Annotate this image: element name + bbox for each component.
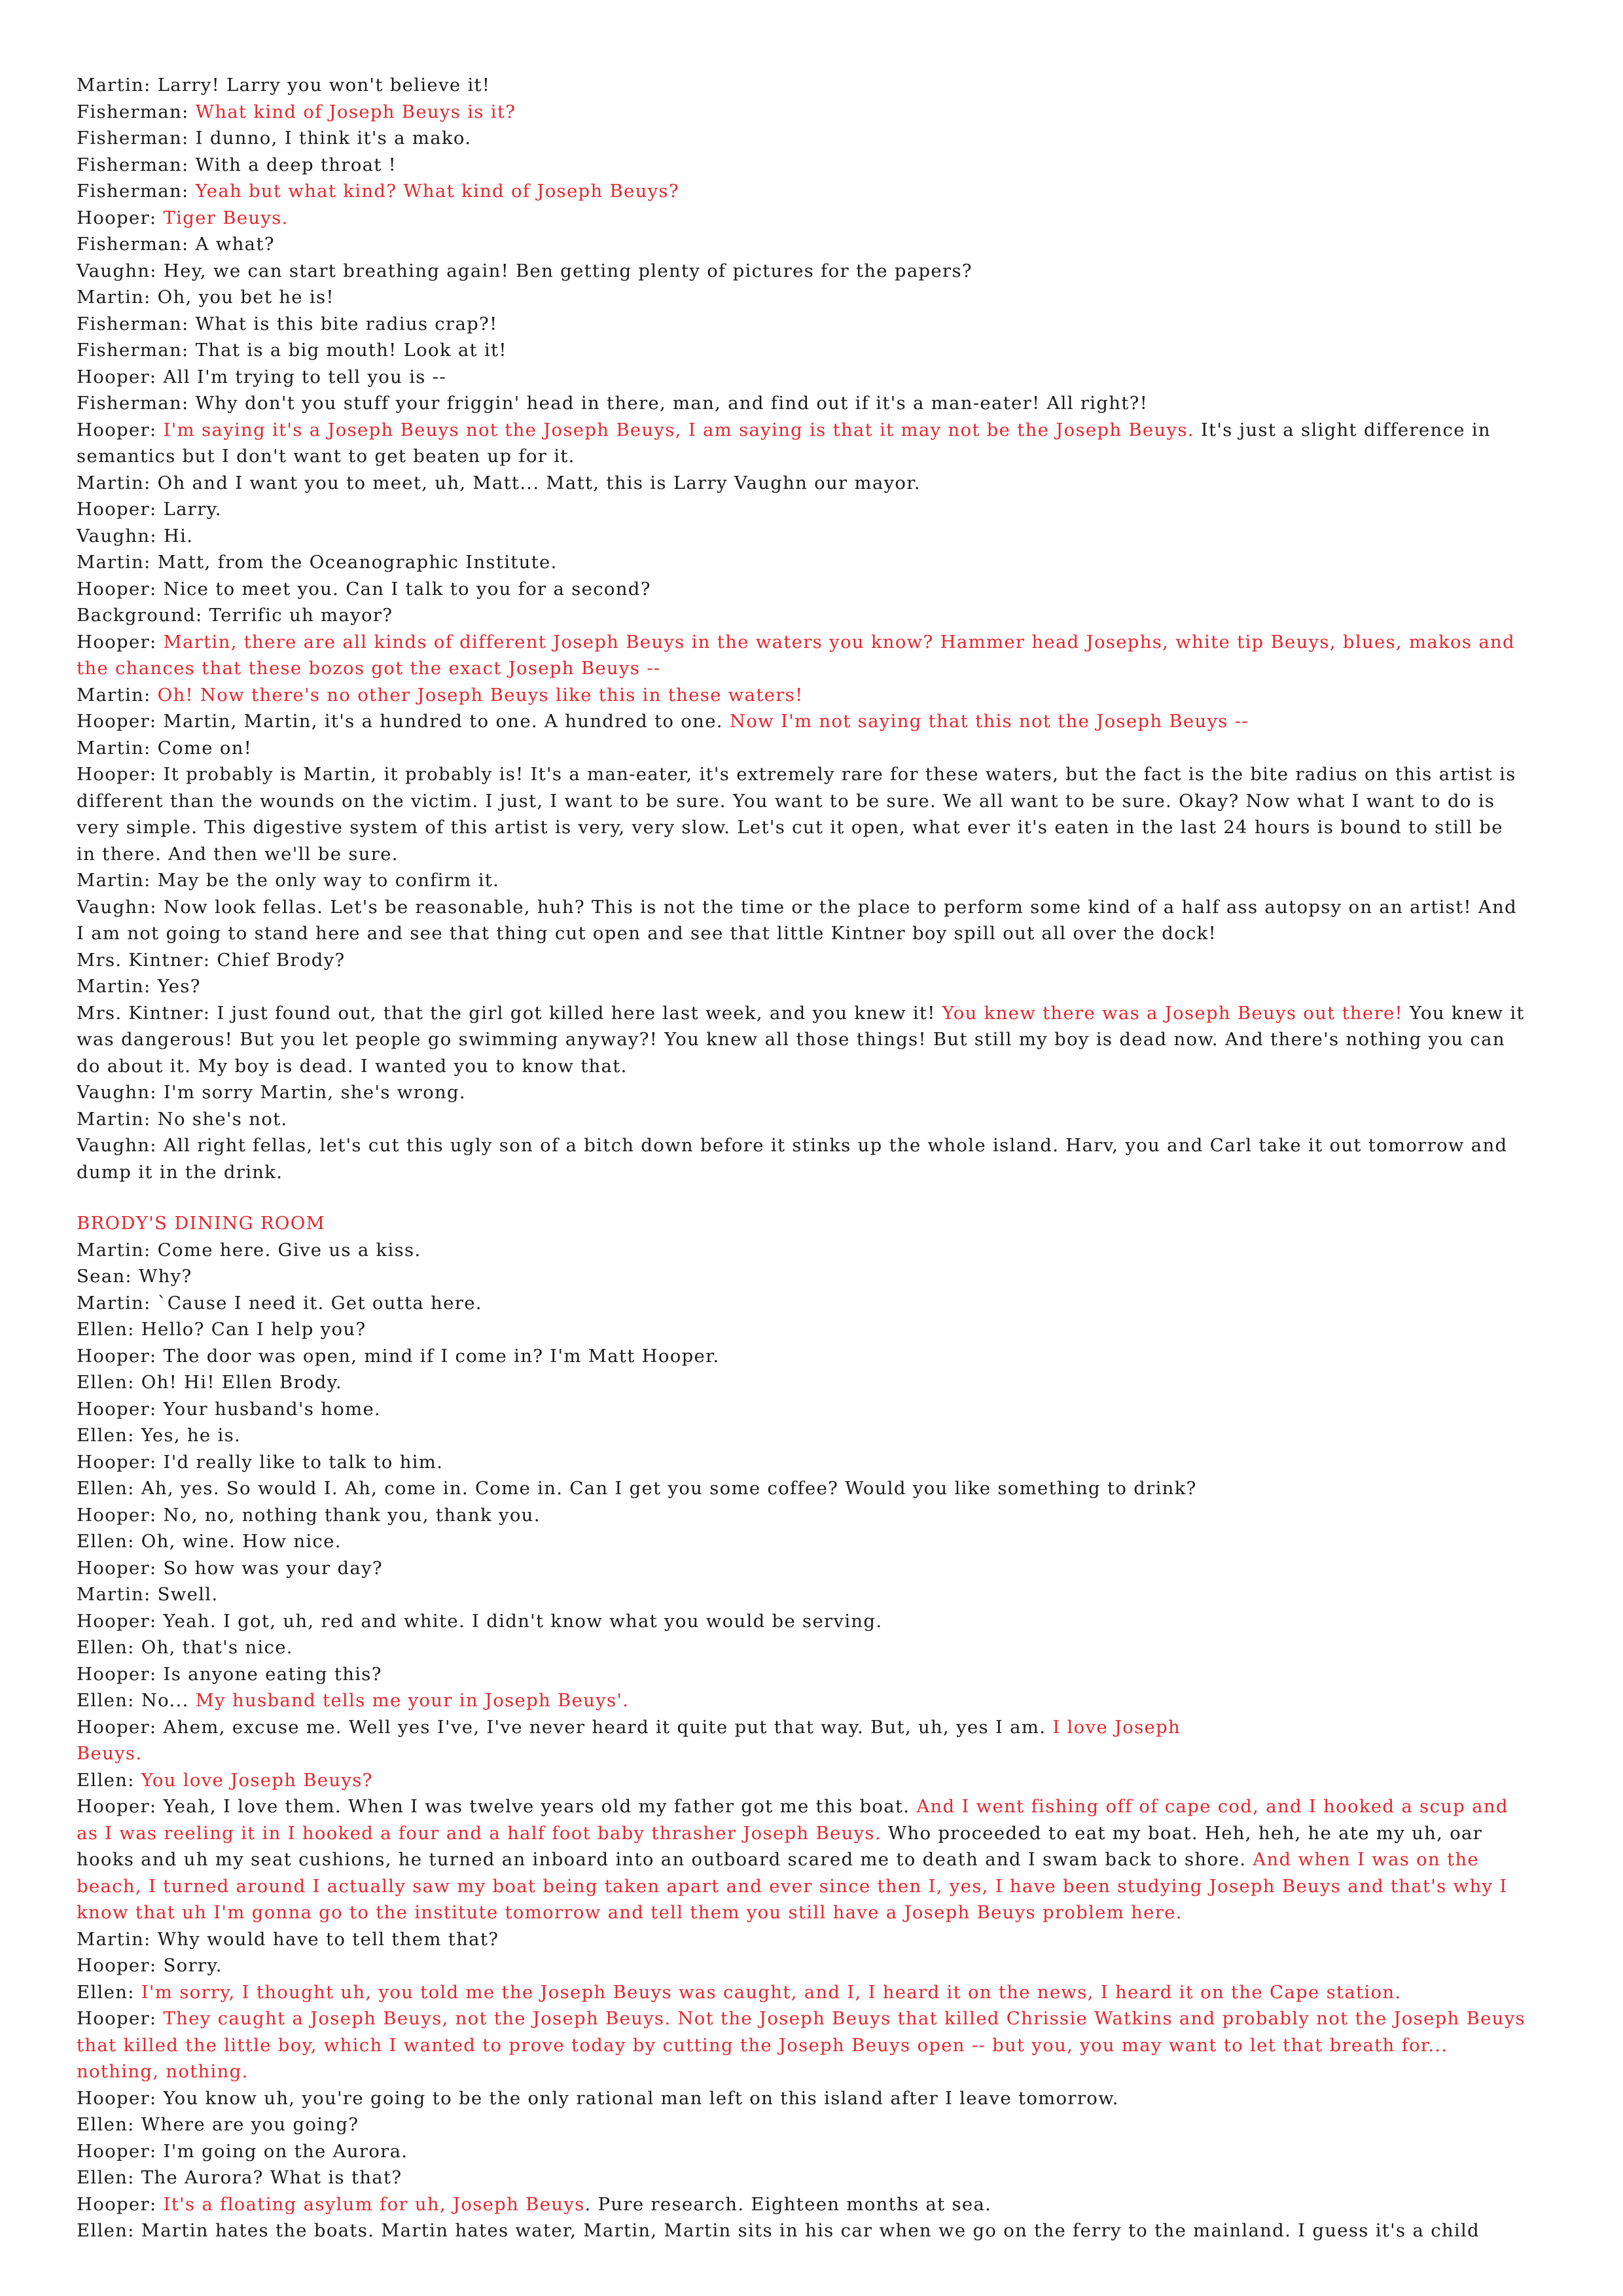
dialogue-line: [77, 1369, 1526, 1396]
dialogue-text: Ellen: No...: [77, 1690, 196, 1711]
dialogue-section-dock: [77, 72, 1526, 1185]
dialogue-line: [77, 1290, 1526, 1317]
dialogue-text: . Pure research. Eighteen months at sea.: [584, 2193, 992, 2215]
dialogue-line: [77, 337, 1526, 364]
dialogue-line: [77, 311, 1526, 338]
dialogue-text: Hooper: I'm going on the Aurora.: [77, 2140, 408, 2162]
highlighted-text: Beuys.: [77, 1743, 143, 1764]
dialogue-text: Hooper: Your husband's home.: [77, 1398, 382, 1420]
dialogue-text: Hooper: Ahem, excuse me. Well yes I've, I've never heard it quite put that way. But, uh, yes I am.: [77, 1716, 1053, 1738]
dialogue-line: [77, 152, 1526, 179]
dialogue-line: [77, 284, 1526, 311]
dialogue-line: [77, 417, 1526, 470]
dialogue-text: Vaughn: Hi.: [77, 525, 194, 547]
dialogue-line: [77, 178, 1526, 205]
dialogue-section-dining-room: [77, 1237, 1526, 2244]
dialogue-line: [77, 2217, 1526, 2244]
dialogue-line: [77, 867, 1526, 894]
dialogue-line: [77, 1555, 1526, 1582]
dialogue-line: [77, 894, 1526, 947]
dialogue-text: Hooper:: [77, 2193, 164, 2215]
dialogue-line: [77, 1714, 1526, 1741]
scene-heading: BRODY'S DINING ROOM: [77, 1213, 326, 1234]
dialogue-line: [77, 1343, 1526, 1370]
dialogue-line: [77, 1979, 1526, 2006]
dialogue-text: Ellen:: [77, 1981, 141, 2003]
dialogue-text: Martin: May be the only way to confirm it.: [77, 870, 500, 891]
dialogue-text: Ellen: Ah, yes. So would I. Ah, come in. Come in. Can I get you some coffee? Would you like something to drink?: [77, 1478, 1197, 1499]
dialogue-line: [77, 1793, 1526, 1926]
dialogue-line: [77, 258, 1526, 285]
dialogue-line: [77, 125, 1526, 152]
dialogue-line: [77, 682, 1526, 709]
highlighted-text: My husband tells me your in Joseph Beuys'.: [195, 1690, 630, 1711]
dialogue-line: [77, 708, 1526, 735]
dialogue-line: [77, 973, 1526, 1000]
dialogue-line: [77, 1237, 1526, 1264]
dialogue-text: Hooper:: [77, 207, 164, 228]
dialogue-text: Ellen:: [77, 1769, 141, 1791]
dialogue-text: Martin: Matt, from the Oceanographic Institute.: [77, 552, 558, 573]
dialogue-line: [77, 2111, 1526, 2138]
dialogue-text: Fisherman: Why don't you stuff your friggin' head in there, man, and find out if it's a man-eater! All right?!: [77, 393, 1149, 414]
dialogue-text: Fisherman: What is this bite radius crap?!: [77, 313, 498, 334]
highlighted-text: I love Joseph: [1052, 1716, 1181, 1738]
dialogue-line: [77, 231, 1526, 258]
dialogue-text: Vaughn: All right fellas, let's cut this ugly son of a bitch down before it stinks up the whole island. Harv, you and Carl take it out tomorrow and dump it in the drink.: [77, 1135, 1508, 1183]
dialogue-text: Fisherman: I dunno, I think it's a mako.: [77, 128, 472, 149]
dialogue-text: It's just a slight difference in semantics but I don't want to get beaten up for it.: [77, 419, 1491, 467]
dialogue-text: Background: Terrific uh mayor?: [77, 605, 393, 626]
dialogue-line: [77, 1581, 1526, 1608]
dialogue-text: Martin: Come on!: [77, 737, 253, 759]
highlighted-text: And when I was on the beach, I turned around I actually saw my boat being taken apart and ever since then I, yes, I have been studying Joseph Beuys and that's why I know that uh I'm gonna go to the institute tomorrow and tell them you still have a Joseph Beuys problem here.: [77, 1849, 1508, 1923]
dialogue-text: Hooper: No, no, nothing thank you, thank you.: [77, 1504, 541, 1526]
dialogue-line: [77, 1952, 1526, 1979]
dialogue-line: [77, 1634, 1526, 1661]
dialogue-text: Ellen: Yes, he is.: [77, 1425, 241, 1446]
dialogue-text: Fisherman: A what?: [77, 234, 275, 255]
dialogue-text: Mrs. Kintner: Chief Brody?: [77, 949, 346, 971]
dialogue-line: [77, 1079, 1526, 1106]
dialogue-text: Hooper: So how was your day?: [77, 1557, 383, 1579]
dialogue-text: Ellen: Martin hates the boats. Martin hates water, Martin, Martin sits in his car when we go on the ferry to the mainland. I guess it's a child: [77, 2220, 1480, 2241]
dialogue-text: Hooper: The door was open, mind if I come in? I'm Matt Hooper.: [77, 1345, 720, 1367]
dialogue-line: [77, 1502, 1526, 1529]
dialogue-text: Who proceeded to eat my boat. Heh, heh, he ate my uh, oar hooks and uh my seat cushions, he turned an inboard into an outboard scared me to death and I swam back to shore.: [77, 1822, 1483, 1870]
dialogue-text: Ellen: Oh! Hi! Ellen Brody.: [77, 1372, 342, 1393]
dialogue-text: Fisherman:: [77, 101, 196, 122]
dialogue-line: [77, 2191, 1526, 2218]
dialogue-text: Ellen: Where are you going?: [77, 2114, 359, 2135]
dialogue-line: [77, 1740, 1526, 1767]
dialogue-line: [77, 1396, 1526, 1423]
dialogue-line: [77, 1263, 1526, 1290]
dialogue-line: [77, 1528, 1526, 1555]
dialogue-line: [77, 523, 1526, 550]
dialogue-line: [77, 735, 1526, 762]
highlighted-text: Now I'm not saying that this not the Joseph Beuys --: [729, 711, 1249, 732]
dialogue-line: [77, 549, 1526, 576]
highlighted-text: It's a floating asylum for uh, Joseph Beuys: [163, 2193, 585, 2215]
highlighted-text: Tiger Beuys.: [163, 207, 289, 228]
dialogue-text: Hooper:: [77, 2008, 164, 2029]
script-page: [77, 72, 1526, 2244]
dialogue-line: [77, 1661, 1526, 1688]
dialogue-line: [77, 1449, 1526, 1476]
dialogue-line: [77, 496, 1526, 523]
dialogue-line: [77, 364, 1526, 391]
dialogue-line: [77, 2085, 1526, 2112]
dialogue-text: Hooper: Yeah. I got, uh, red and white. I didn't know what you would be serving.: [77, 1610, 883, 1632]
dialogue-text: Martin: Oh and I want you to meet, uh, Matt... Matt, this is Larry Vaughn our mayor.: [77, 472, 921, 493]
dialogue-text: Fisherman: That is a big mouth! Look at it!: [77, 340, 507, 361]
dialogue-text: Vaughn: I'm sorry Martin, she's wrong.: [77, 1082, 466, 1103]
dialogue-line: [77, 2164, 1526, 2191]
dialogue-text: Hooper: Martin, Martin, it's a hundred to one. A hundred to one.: [77, 711, 730, 732]
dialogue-text: Hooper: Yeah, I love them. When I was twelve years old my father got me this boat.: [77, 1796, 917, 1817]
highlighted-text: And I went fishing off of cape cod, and I hooked a scup and as I was reeling it in I hooked a four and a half foot baby thrasher Joseph Beuys.: [77, 1796, 1508, 1844]
dialogue-text: Ellen: Hello? Can I help you?: [77, 1319, 366, 1340]
dialogue-line: [77, 205, 1526, 232]
dialogue-text: Martin: `Cause I need it. Get outta here.: [77, 1292, 482, 1314]
dialogue-text: Hooper: Nice to meet you. Can I talk to you for a second?: [77, 578, 651, 600]
dialogue-line: [77, 1687, 1526, 1714]
dialogue-text: Sean: Why?: [77, 1266, 192, 1287]
dialogue-line: [77, 576, 1526, 603]
dialogue-text: Hooper: All I'm trying to tell you is --: [77, 366, 446, 387]
dialogue-text: Martin: Yes?: [77, 976, 201, 997]
dialogue-text: Fisherman: With a deep throat !: [77, 154, 397, 175]
highlighted-text: I'm saying it's a Joseph Beuys not the Joseph Beuys, I am saying is that it may not be the Joseph Beuys.: [163, 419, 1194, 440]
highlighted-text: You love Joseph Beuys?: [141, 1769, 373, 1791]
dialogue-line: [77, 72, 1526, 99]
dialogue-line: [77, 1608, 1526, 1635]
highlighted-text: Oh! Now there's no other Joseph Beuys like this in these waters!: [157, 684, 804, 706]
dialogue-text: Hooper: Sorry.: [77, 1955, 223, 1976]
dialogue-line: [77, 2138, 1526, 2165]
dialogue-line: [77, 1475, 1526, 1502]
dialogue-text: Hooper:: [77, 419, 164, 440]
dialogue-line: [77, 1316, 1526, 1343]
dialogue-text: Martin: No she's not.: [77, 1108, 288, 1130]
highlighted-text: What kind of Joseph Beuys is it?: [195, 101, 516, 122]
highlighted-text: You knew there was a Joseph Beuys out there!: [942, 1002, 1403, 1024]
dialogue-line: [77, 1106, 1526, 1133]
dialogue-text: Martin: Come here. Give us a kiss.: [77, 1239, 421, 1261]
dialogue-line: [77, 1132, 1526, 1185]
highlighted-text: Martin, there are all kinds of different Joseph Beuys in the waters you know? Hammer head Josephs, white tip Beuys, blues, makos and the chances that these bozos got the exact Joseph Beuys --: [77, 631, 1515, 679]
dialogue-text: Ellen: Oh, wine. How nice.: [77, 1531, 342, 1552]
highlighted-text: Yeah but what kind? What kind of Joseph Beuys?: [195, 181, 679, 202]
dialogue-text: Martin: Why would have to tell them that?: [77, 1928, 499, 1950]
dialogue-line: [77, 99, 1526, 126]
dialogue-text: Martin: Oh, you bet he is!: [77, 287, 334, 308]
dialogue-text: Hooper: Larry.: [77, 499, 222, 520]
dialogue-text: Hooper: I'd really like to talk to him.: [77, 1451, 444, 1473]
dialogue-text: Mrs. Kintner: I just found out, that the girl got killed here last week, and you knew it!: [77, 1002, 942, 1024]
dialogue-text: Hooper: Is anyone eating this?: [77, 1663, 382, 1685]
dialogue-text: Hooper: You know uh, you're going to be the only rational man left on this island after I leave tomorrow.: [77, 2087, 1119, 2109]
dialogue-line: [77, 1926, 1526, 1953]
dialogue-text: Martin:: [77, 684, 158, 706]
dialogue-line: [77, 470, 1526, 497]
dialogue-text: Martin: Swell.: [77, 1584, 219, 1605]
dialogue-line: [77, 947, 1526, 974]
highlighted-text: They caught a Joseph Beuys, not the Joseph Beuys. Not the Joseph Beuys that killed Chrissie Watkins and probably not the Joseph Beuys that killed the little boy, which I wanted to prove today by cutting the Joseph Beuys open -- but you, you may want to let that breath for... nothing, nothing.: [77, 2008, 1525, 2082]
dialogue-text: Vaughn: Hey, we can start breathing again! Ben getting plenty of pictures for the papers?: [77, 260, 972, 281]
dialogue-text: You knew it was dangerous! But you let people go swimming anyway?! You knew all those things! But still my boy is dead now. And there's nothing you can do about it. My boy is dead. I wanted you to know that.: [77, 1002, 1525, 1077]
section-spacer: [77, 1185, 1526, 1210]
dialogue-line: [77, 390, 1526, 417]
dialogue-line: [77, 1000, 1526, 1080]
dialogue-line: [77, 761, 1526, 867]
dialogue-text: Fisherman:: [77, 181, 196, 202]
dialogue-text: Vaughn: Now look fellas. Let's be reasonable, huh? This is not the time or the place to perform some kind of a half ass autopsy on an artist! And I am not going to stand here and see that thing cut open and see that little Kintner boy spill out all over the dock!: [77, 896, 1517, 944]
dialogue-line: [77, 1422, 1526, 1449]
dialogue-line: [77, 629, 1526, 682]
dialogue-text: Martin: Larry! Larry you won't believe it!: [77, 75, 491, 96]
dialogue-line: [77, 602, 1526, 629]
dialogue-text: Ellen: The Aurora? What is that?: [77, 2167, 402, 2188]
dialogue-text: Hooper: It probably is Martin, it probably is! It's a man-eater, it's extremely rare for these waters, but the fact is the bite radius on this artist is different than the wounds on the victim. I just, I want to be sure. You want to be sure. We all want to be sure. Okay? Now what I want to do is very simple. This digestive system of this artist is very, very slow. Let's cut it open, what ever it's eaten in the last 24 hours is bound to still be in there. And then we'll be sure.: [77, 764, 1516, 865]
dialogue-line: [77, 2005, 1526, 2085]
dialogue-text: Hooper:: [77, 631, 164, 653]
highlighted-text: I'm sorry, I thought uh, you told me the Joseph Beuys was caught, and I, I heard it on the news, I heard it on the Cape station.: [141, 1981, 1402, 2003]
dialogue-text: Ellen: Oh, that's nice.: [77, 1637, 293, 1658]
dialogue-line: [77, 1767, 1526, 1794]
